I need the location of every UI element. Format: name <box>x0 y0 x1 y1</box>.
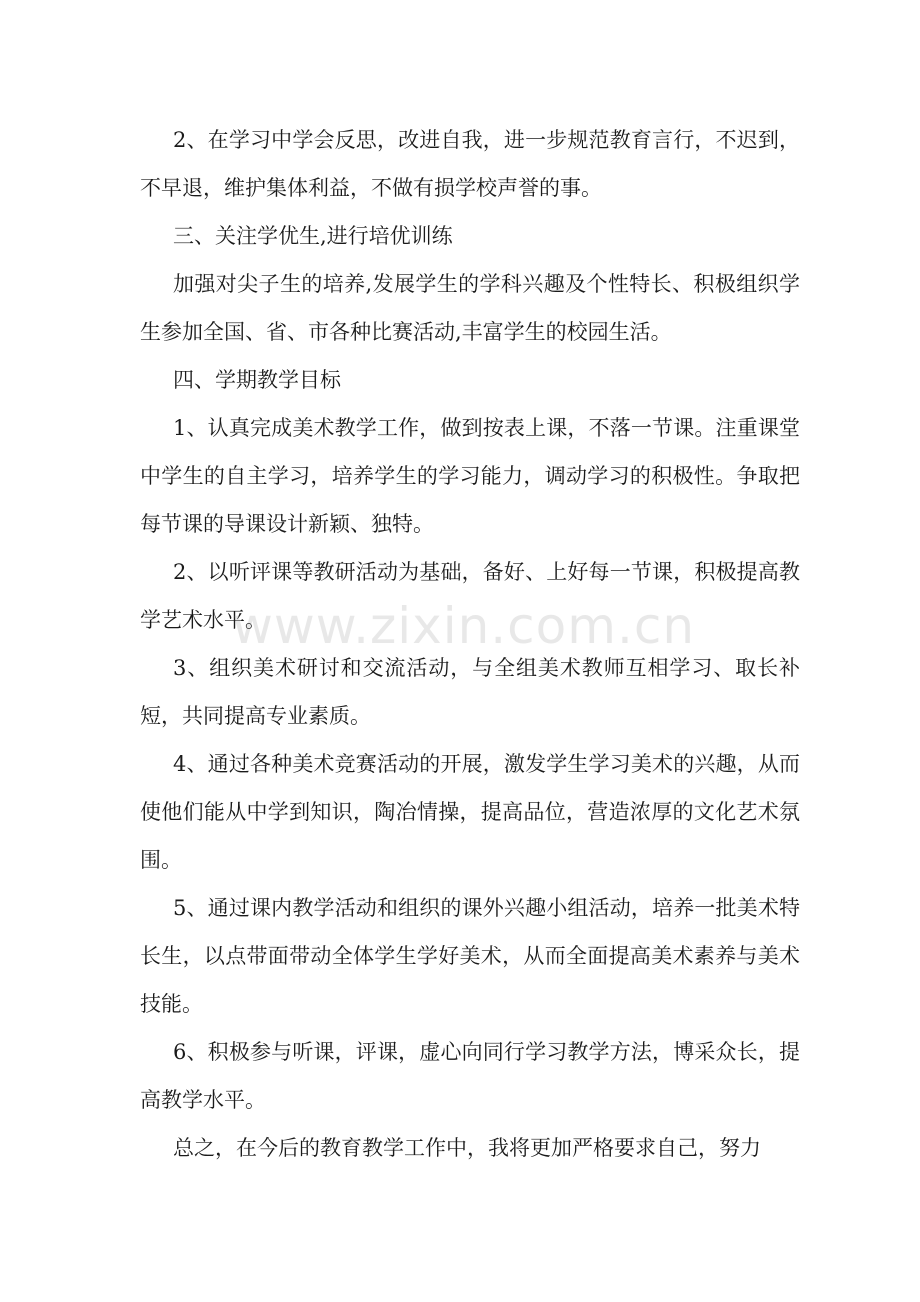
paragraph-conclusion: 总之，在今后的教育教学工作中，我将更加严格要求自己，努力 <box>173 1136 761 1160</box>
paragraph-goal-3: 3、组织美术研讨和交流活动，与全组美术教师互相学习、取长补短，共同提高专业素质。 <box>140 656 800 728</box>
paragraph-goal-6: 6、积极参与听课，评课，虚心向同行学习教学方法，博采众长，提高教学水平。 <box>140 1040 800 1112</box>
paragraph-goal-5: 5、通过课内教学活动和组织的课外兴趣小组活动，培养一批美术特长生，以点带面带动全体学生学好美术，从而全面提高美术素养与美术技能。 <box>140 896 800 1016</box>
paragraph-goal-2: 2、以听评课等教研活动为基础，备好、上好每一节课，积极提高教学艺术水平。 <box>140 560 800 632</box>
document-body <box>140 116 800 1172</box>
section-heading-semester-goals: 四、学期教学目标 <box>173 368 341 392</box>
paragraph-goal-4: 4、通过各种美术竞赛活动的开展，激发学生学习美术的兴趣，从而使他们能从中学到知识，陶冶情操，提高品位，营造浓厚的文化艺术氛围。 <box>140 752 800 872</box>
watermark: www.zixin.com.cn <box>232 597 696 655</box>
section-heading-top-students: 三、关注学优生,进行培优训练 <box>173 224 453 248</box>
paragraph-item-2-reflection: 2、在学习中学会反思，改进自我，进一步规范教育言行，不迟到，不早退，维护集体利益，不做有损学校声誉的事。 <box>140 128 800 200</box>
paragraph-goal-1: 1、认真完成美术教学工作，做到按表上课，不落一节课。注重课堂中学生的自主学习，培养学生的学习能力，调动学习的积极性。争取把每节课的导课设计新颖、独特。 <box>140 416 800 536</box>
paragraph-top-students: 加强对尖子生的培养,发展学生的学科兴趣及个性特长、积极组织学生参加全国、省、市各种比赛活动,丰富学生的校园生活。 <box>140 272 800 344</box>
